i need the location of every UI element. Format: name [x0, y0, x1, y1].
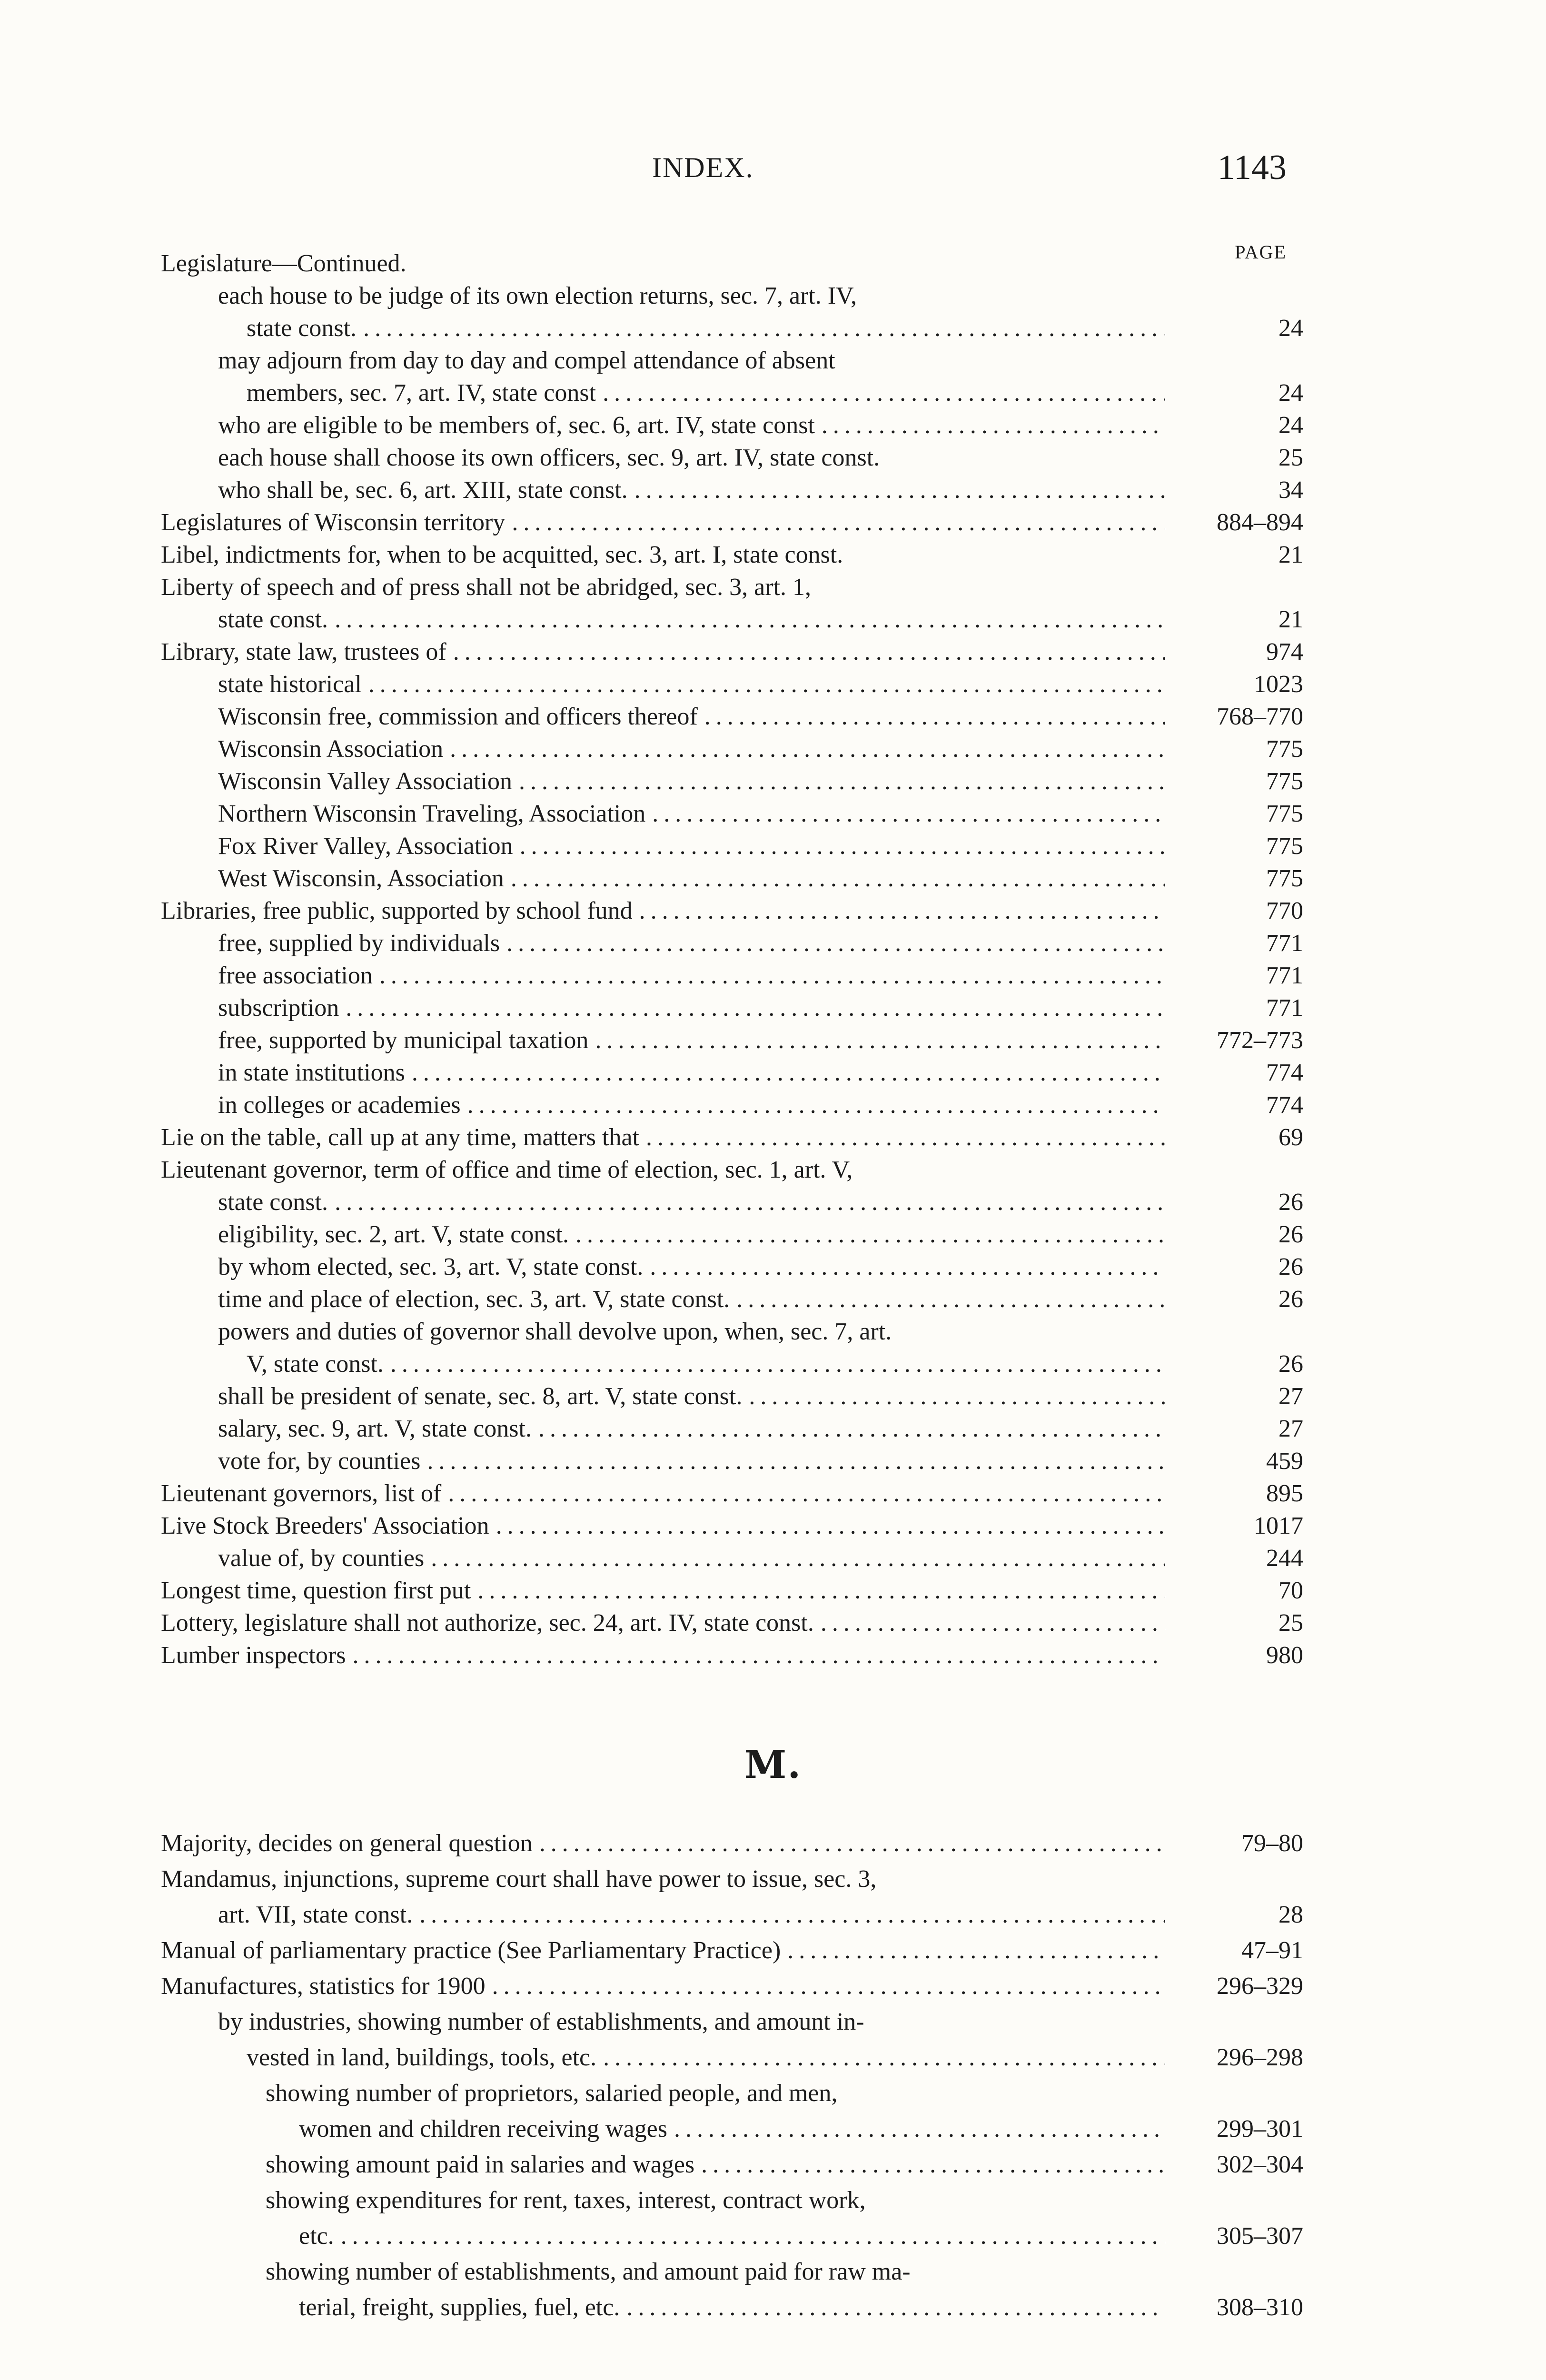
page-ref: 895: [1266, 1480, 1303, 1507]
page-ref: 26: [1278, 1286, 1303, 1313]
page-ref: 980: [1266, 1642, 1303, 1669]
index-entry: free, supplied by individuals . . . 771: [161, 927, 1303, 960]
index-entry: Longest time, question first put . . . 70: [161, 1575, 1303, 1607]
index-entry: Wisconsin Association . . . 775: [161, 733, 1303, 765]
page-ref: 974: [1266, 638, 1303, 665]
index-entry: powers and duties of governor shall devolve upon, when, sec. 7, art.: [218, 1318, 892, 1345]
index-entry: Lieutenant governor, term of office and time of election, sec. 1, art. V,: [161, 1156, 853, 1183]
page-ref: 27: [1278, 1383, 1303, 1410]
index-entry: Libraries, free public, supported by school fund . . . 770: [161, 895, 1303, 927]
page-ref: 296–298: [1217, 2044, 1303, 2071]
index-entry: state const. . . . 21: [161, 604, 1303, 636]
page-ref: 775: [1266, 865, 1303, 892]
page-ref: 24: [1278, 412, 1303, 439]
index-entry: Wisconsin Valley Association . . . 775: [161, 765, 1303, 798]
page-ref: 26: [1278, 1189, 1303, 1216]
page-ref: 771: [1266, 962, 1303, 989]
index-entry: who are eligible to be members of, sec. 6, art. IV, state const . . . 24: [161, 409, 1303, 442]
index-entry: state const. . . . 24: [161, 312, 1303, 345]
index-entry: terial, freight, supplies, fuel, etc. . . . 308–310: [161, 2290, 1303, 2325]
index-entry: who shall be, sec. 6, art. XIII, state const. . . . 34: [161, 474, 1303, 506]
page-header: [0, 148, 1546, 204]
index-entry: Library, state law, trustees of . . . 974: [161, 636, 1303, 668]
index-entry: etc. . . . 305–307: [161, 2218, 1303, 2254]
index-entry: Manual of parliamentary practice (See Parliamentary Practice) . . . 47–91: [161, 1933, 1303, 1968]
page-ref: 775: [1266, 800, 1303, 827]
page-ref: 308–310: [1217, 2294, 1303, 2321]
page-ref: 1023: [1254, 671, 1303, 698]
page-ref: 47–91: [1241, 1937, 1303, 1964]
index-entry: Live Stock Breeders' Association . . . 1017: [161, 1510, 1303, 1542]
page-ref: 774: [1266, 1059, 1303, 1086]
index-entry: showing expenditures for rent, taxes, interest, contract work,: [266, 2187, 866, 2214]
page-ref: 774: [1266, 1091, 1303, 1119]
index-entry: Wisconsin free, commission and officers thereof . . . 768–770: [161, 701, 1303, 733]
index-entry: Liberty of speech and of press shall not be abridged, sec. 3, art. 1,: [161, 574, 812, 601]
page-ref: 459: [1266, 1448, 1303, 1475]
index-entry: Majority, decides on general question . . . 79–80: [161, 1825, 1303, 1861]
index-entry: Mandamus, injunctions, supreme court shall have power to issue, sec. 3,: [161, 1865, 877, 1893]
page-ref: 69: [1278, 1124, 1303, 1151]
page-ref: 21: [1278, 606, 1303, 633]
index-entry: Lottery, legislature shall not authorize, sec. 24, art. IV, state const. . . . 25: [161, 1607, 1303, 1639]
page-ref: 296–329: [1217, 1973, 1303, 2000]
index-entry: time and place of election, sec. 3, art. V, state const. . . . 26: [161, 1283, 1303, 1316]
index-entry: Fox River Valley, Association . . . 775: [161, 830, 1303, 863]
index-entry: may adjourn from day to day and compel attendance of absent: [218, 347, 835, 374]
index-entry: state const. . . . 26: [161, 1186, 1303, 1219]
index-entry: V, state const. . . . 26: [161, 1348, 1303, 1380]
page-ref: 25: [1278, 1609, 1303, 1636]
index-entry: shall be president of senate, sec. 8, art. V, state const. . . . 27: [161, 1380, 1303, 1413]
page-ref: 772–773: [1217, 1027, 1303, 1054]
page-ref: 27: [1278, 1415, 1303, 1442]
page-ref: 26: [1278, 1221, 1303, 1248]
index-entry: in colleges or academies . . . 774: [161, 1089, 1303, 1121]
index-entry: showing amount paid in salaries and wages . . . 302–304: [161, 2147, 1303, 2182]
index-entry: Northern Wisconsin Traveling, Association . . . 775: [161, 798, 1303, 830]
index-entry: each house to be judge of its own election returns, sec. 7, art. IV,: [218, 282, 857, 309]
index-entry: each house shall choose its own officers, sec. 9, art. IV, state const. 25: [161, 442, 1303, 474]
page-ref: 26: [1278, 1253, 1303, 1280]
page-ref: 28: [1278, 1901, 1303, 1928]
page-ref: 775: [1266, 768, 1303, 795]
page-ref: 24: [1278, 315, 1303, 342]
page-ref: 21: [1278, 541, 1303, 568]
page-column-label: PAGE: [1235, 241, 1287, 263]
index-entry: Lumber inspectors . . . 980: [161, 1639, 1303, 1672]
page-ref: 771: [1266, 994, 1303, 1021]
index-entry: by industries, showing number of establishments, and amount in-: [218, 2008, 864, 2035]
index-entry: Manufactures, statistics for 1900 . . . 296–329: [161, 1968, 1303, 2004]
index-entry: members, sec. 7, art. IV, state const . . . 24: [161, 377, 1303, 409]
index-entry: subscription . . . 771: [161, 992, 1303, 1024]
index-entry: vote for, by counties . . . 459: [161, 1445, 1303, 1478]
page-ref: 24: [1278, 379, 1303, 407]
index-entry: value of, by counties . . . 244: [161, 1542, 1303, 1575]
page-ref: 305–307: [1217, 2222, 1303, 2250]
index-entry: showing number of proprietors, salaried people, and men,: [266, 2080, 838, 2107]
index-entry: art. VII, state const. . . . 28: [161, 1897, 1303, 1933]
page-ref: 771: [1266, 930, 1303, 957]
index-entry: showing number of establishments, and amount paid for raw ma-: [266, 2258, 911, 2285]
page-ref: 1017: [1254, 1512, 1303, 1539]
index-entry: Legislatures of Wisconsin territory . . . 884–894: [161, 506, 1303, 539]
index-section-l: [161, 248, 1303, 1672]
page-ref: 775: [1266, 735, 1303, 763]
running-title: INDEX.: [652, 152, 754, 183]
index-entry: women and children receiving wages . . . 299–301: [161, 2111, 1303, 2147]
index-entry: Lieutenant governors, list of . . . 895: [161, 1478, 1303, 1510]
page-ref: 244: [1266, 1545, 1303, 1572]
page-ref: 770: [1266, 897, 1303, 924]
index-section-m: [161, 1825, 1303, 2325]
index-heading: Legislature—Continued.: [161, 250, 406, 277]
page-ref: 26: [1278, 1350, 1303, 1378]
index-entry: free association . . . 771: [161, 960, 1303, 992]
page-ref: 70: [1278, 1577, 1303, 1604]
index-entry: eligibility, sec. 2, art. V, state const. . . . 26: [161, 1219, 1303, 1251]
page-ref: 299–301: [1217, 2115, 1303, 2142]
page-ref: 34: [1278, 476, 1303, 504]
page-ref: 79–80: [1241, 1830, 1303, 1857]
page-ref: 884–894: [1217, 509, 1303, 536]
page-ref: 302–304: [1217, 2151, 1303, 2178]
index-entry: Lie on the table, call up at any time, matters that . . . 69: [161, 1121, 1303, 1154]
section-letter-m: M.: [744, 1742, 802, 1787]
index-entry: Libel, indictments for, when to be acquitted, sec. 3, art. I, state const. 21: [161, 539, 1303, 571]
index-entry: by whom elected, sec. 3, art. V, state const. . . . 26: [161, 1251, 1303, 1283]
index-entry: vested in land, buildings, tools, etc. . . . 296–298: [161, 2040, 1303, 2075]
page-ref: 25: [1278, 444, 1303, 471]
page-number: 1143: [1217, 148, 1287, 187]
index-entry: free, supported by municipal taxation . . . 772–773: [161, 1024, 1303, 1057]
index-entry: in state institutions . . . 774: [161, 1057, 1303, 1089]
index-entry: salary, sec. 9, art. V, state const. . . . 27: [161, 1413, 1303, 1445]
index-entry: state historical . . . 1023: [161, 668, 1303, 701]
page-ref: 768–770: [1217, 703, 1303, 730]
page-ref: 775: [1266, 833, 1303, 860]
index-entry: West Wisconsin, Association . . . 775: [161, 863, 1303, 895]
